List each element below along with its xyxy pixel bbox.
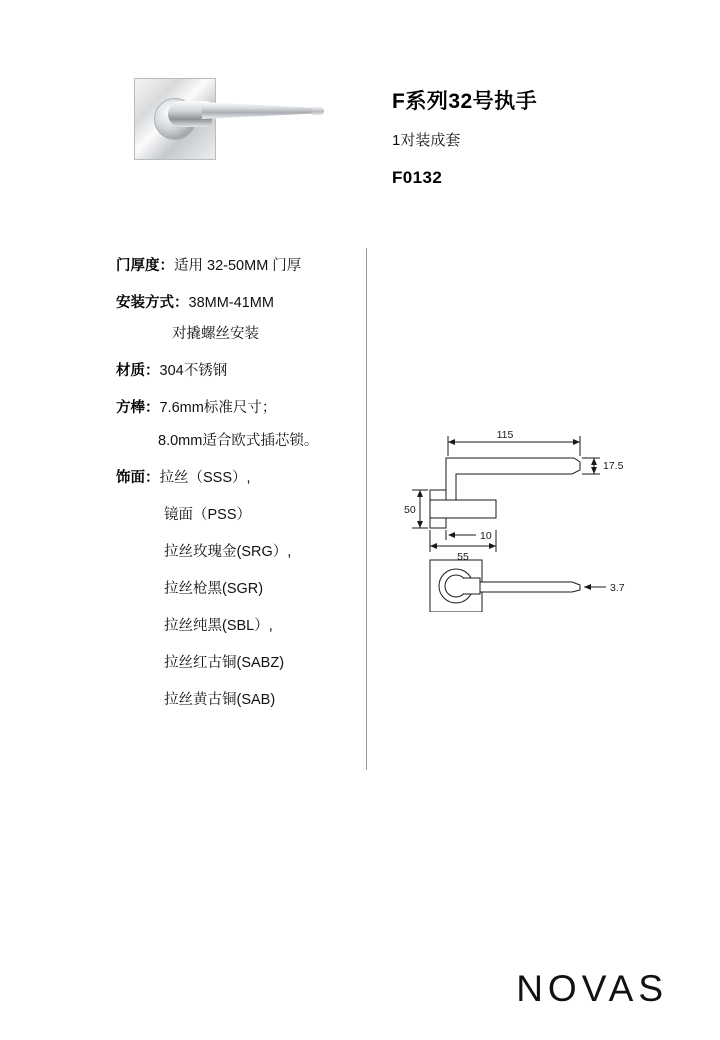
dim-rose-height: 50: [404, 504, 416, 516]
vertical-divider: [366, 248, 367, 770]
spec-value: 7.6mm标准尺寸；: [159, 400, 277, 417]
dim-rose-width: 55: [457, 551, 469, 563]
spec-label: 方棒：: [116, 400, 160, 417]
product-subtitle: 1对装成套: [392, 132, 461, 150]
spec-row-finish: [116, 468, 366, 711]
spec-row-spindle: [116, 398, 366, 452]
dim-length: 115: [496, 429, 514, 441]
spec-label: 材质：: [116, 363, 160, 380]
spec-label-finish: 饰面：: [116, 470, 160, 487]
finish-item: 拉丝枪黑(SGR): [164, 581, 264, 598]
lever-arm: [202, 102, 320, 119]
spec-label: 安装方式：: [116, 295, 189, 312]
finish-item: 拉丝玫瑰金(SRG）,: [164, 544, 292, 561]
finish-item: 拉丝（SSS）,: [159, 470, 251, 487]
finish-option-list: [164, 505, 366, 711]
spec-value: 适用 32-50MM 门厚: [174, 258, 302, 274]
spec-row-door-thickness: [116, 256, 366, 277]
brand-logo: NOVAS: [516, 968, 668, 1009]
spec-row-installation: [116, 293, 366, 345]
product-code: F0132: [392, 168, 443, 188]
spec-label: 门厚度：: [116, 258, 174, 274]
finish-item: 镜面（PSS）: [164, 507, 252, 524]
product-title-block: [392, 88, 692, 188]
page-title: F系列32号执手: [392, 90, 538, 113]
dim-lever-thickness: 3.7: [610, 582, 625, 594]
finish-item: 拉丝黄古铜(SAB): [164, 692, 276, 709]
product-photo: [128, 68, 320, 168]
dim-rose-depth: 10: [480, 530, 492, 542]
finish-item: 拉丝红古铜(SABZ): [164, 655, 285, 672]
technical-dimension-drawing: [404, 412, 672, 612]
lever-tip: [312, 107, 324, 115]
spec-value: 38MM-41MM: [188, 295, 274, 312]
spec-extra: 8.0mm适合欧式插芯锁。: [158, 433, 319, 450]
spec-row-material: [116, 361, 366, 382]
spec-value: 304不锈钢: [159, 363, 228, 380]
finish-item: 拉丝纯黑(SBL）,: [164, 618, 273, 635]
spec-extra: 对撬螺丝安装: [172, 326, 259, 343]
dim-lever-height: 17.5: [603, 460, 624, 472]
specification-list: [116, 256, 366, 727]
